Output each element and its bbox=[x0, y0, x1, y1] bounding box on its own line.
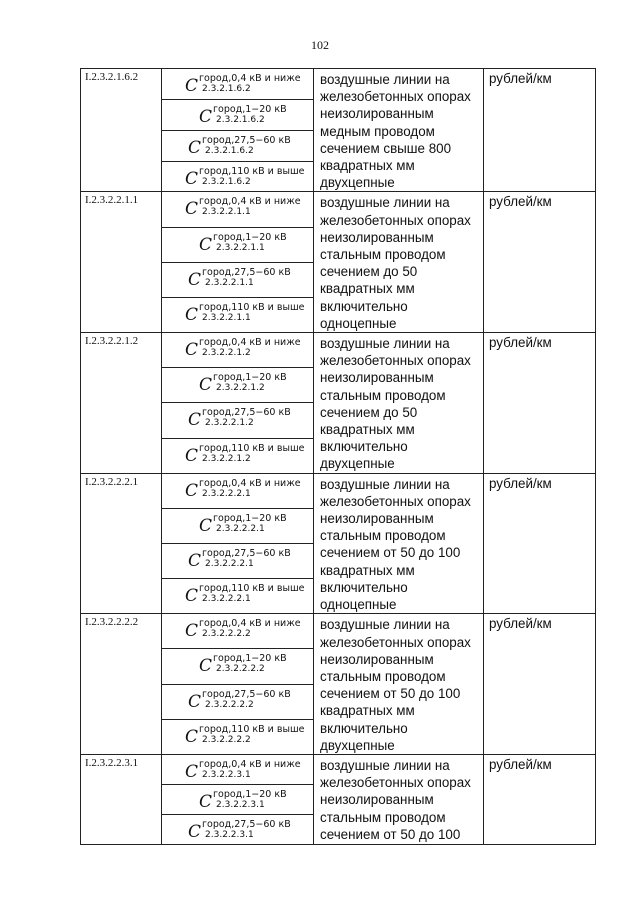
row-unit: рублей/км bbox=[484, 473, 596, 614]
rate-symbol-subscript: 2.3.2.2.3.1 bbox=[216, 799, 265, 810]
rate-symbol-base: C bbox=[199, 791, 213, 812]
rate-symbol bbox=[199, 513, 287, 536]
rate-symbol-superscript: город,0,4 кВ и ниже bbox=[199, 196, 301, 208]
rate-symbol bbox=[185, 337, 301, 360]
description-line: неизолированным bbox=[320, 229, 434, 245]
description-line: стальным проводом bbox=[320, 668, 446, 684]
rate-symbol-superscript: город,0,4 кВ и ниже bbox=[199, 758, 301, 770]
description-line: двухцепные bbox=[320, 456, 395, 472]
rate-symbol-subscript: 2.3.2.2.1.2 bbox=[202, 453, 251, 464]
rate-symbol-subscript: 2.3.2.1.6.2 bbox=[216, 114, 265, 125]
table-row bbox=[81, 192, 596, 227]
row-unit: рублей/км bbox=[484, 614, 596, 755]
tariff-table-body bbox=[81, 69, 596, 845]
rate-symbol-superscript: город,110 кВ и выше bbox=[199, 583, 305, 595]
rate-symbol bbox=[185, 478, 301, 501]
table-row bbox=[81, 333, 596, 368]
row-description bbox=[314, 69, 484, 192]
rate-symbol-cell bbox=[162, 814, 314, 844]
rate-symbol-base: C bbox=[185, 445, 199, 466]
description-line: железобетонных опорах bbox=[320, 89, 471, 105]
rate-symbol-superscript: город,1−20 кВ bbox=[213, 372, 287, 384]
description-line: квадратных мм bbox=[320, 158, 415, 174]
rate-symbol-cell bbox=[162, 333, 314, 368]
rate-symbol-superscript: город,110 кВ и выше bbox=[199, 165, 305, 177]
rate-symbol-cell bbox=[162, 614, 314, 649]
description-line: стальным проводом bbox=[320, 247, 446, 263]
rate-symbol-superscript: город,0,4 кВ и ниже bbox=[199, 73, 301, 84]
rate-symbol-superscript: город,27,5−60 кВ bbox=[202, 407, 291, 419]
rate-symbol-base: C bbox=[185, 761, 199, 782]
rate-symbol bbox=[188, 267, 291, 290]
rate-symbol-subscript: 2.3.2.2.1.2 bbox=[202, 348, 251, 359]
rate-symbol-base: C bbox=[185, 340, 199, 361]
rate-symbol-cell bbox=[162, 684, 314, 719]
row-code: I.2.3.2.2.2.2 bbox=[81, 614, 162, 755]
description-line: двухцепные bbox=[320, 175, 395, 191]
rate-symbol-base: C bbox=[188, 137, 202, 158]
rate-symbol-superscript: город,1−20 кВ bbox=[213, 512, 287, 524]
table-row bbox=[81, 69, 596, 100]
rate-symbol-cell bbox=[162, 508, 314, 543]
rate-symbol-base: C bbox=[185, 480, 199, 501]
rate-symbol-base: C bbox=[199, 515, 213, 536]
row-description bbox=[314, 192, 484, 333]
description-line: двухцепные bbox=[320, 737, 395, 753]
rate-symbol bbox=[185, 724, 305, 747]
rate-symbol-superscript: город,1−20 кВ bbox=[213, 103, 287, 115]
description-line: воздушные линии на bbox=[320, 757, 450, 773]
description-line: воздушные линии на bbox=[320, 476, 450, 492]
rate-symbol-base: C bbox=[199, 375, 213, 396]
rate-symbol bbox=[199, 653, 287, 676]
rate-symbol-subscript: 2.3.2.2.3.1 bbox=[205, 829, 254, 840]
description-line: одноцепные bbox=[320, 315, 397, 331]
rate-symbol-superscript: город,27,5−60 кВ bbox=[202, 134, 291, 146]
description-line: сечением до 50 bbox=[320, 404, 418, 420]
rate-symbol-subscript: 2.3.2.2.2.1 bbox=[202, 594, 251, 605]
description-line: стальным проводом bbox=[320, 387, 446, 403]
rate-symbol-subscript: 2.3.2.1.6.2 bbox=[202, 84, 251, 94]
rate-symbol-subscript: 2.3.2.1.6.2 bbox=[202, 176, 251, 187]
row-description bbox=[314, 333, 484, 474]
table-row bbox=[81, 754, 596, 784]
description-line: железобетонных опорах bbox=[320, 493, 471, 509]
rate-symbol-subscript: 2.3.2.2.3.1 bbox=[202, 769, 251, 780]
rate-symbol-superscript: город,27,5−60 кВ bbox=[202, 266, 291, 278]
rate-symbol bbox=[185, 302, 305, 325]
description-line: сечением от 50 до 100 bbox=[320, 545, 461, 561]
description-line: включительно bbox=[320, 720, 408, 736]
description-line: воздушные линии на bbox=[320, 336, 450, 352]
rate-symbol bbox=[188, 548, 291, 571]
row-unit: рублей/км bbox=[484, 754, 596, 844]
row-code: I.2.3.2.1.6.2 bbox=[81, 69, 162, 192]
rate-symbol-base: C bbox=[199, 106, 213, 127]
rate-symbol-cell bbox=[162, 368, 314, 403]
rate-symbol bbox=[188, 135, 291, 158]
rate-symbol bbox=[185, 73, 301, 96]
rate-symbol-base: C bbox=[188, 410, 202, 431]
rate-symbol-superscript: город,110 кВ и выше bbox=[199, 442, 305, 454]
rate-symbol-cell bbox=[162, 403, 314, 438]
rate-symbol-base: C bbox=[185, 621, 199, 642]
rate-symbol-base: C bbox=[185, 199, 199, 220]
rate-symbol-subscript: 2.3.2.2.2.1 bbox=[202, 488, 251, 499]
rate-symbol-base: C bbox=[199, 234, 213, 255]
rate-symbol bbox=[199, 789, 287, 812]
rate-symbol-base: C bbox=[199, 656, 213, 677]
page-number: 102 bbox=[311, 38, 329, 52]
description-line: неизолированным bbox=[320, 511, 434, 527]
rate-symbol-base: C bbox=[185, 726, 199, 747]
rate-symbol-cell bbox=[162, 754, 314, 784]
rate-symbol-subscript: 2.3.2.2.2.2 bbox=[205, 699, 254, 710]
rate-symbol bbox=[185, 618, 301, 641]
rate-symbol bbox=[199, 372, 287, 395]
rate-symbol-base: C bbox=[185, 76, 199, 96]
rate-symbol bbox=[185, 443, 305, 466]
rate-symbol bbox=[185, 166, 305, 189]
description-line: воздушные линии на bbox=[320, 195, 450, 211]
rate-symbol-superscript: город,0,4 кВ и ниже bbox=[199, 337, 301, 349]
rate-symbol-cell bbox=[162, 262, 314, 297]
rate-symbol-superscript: город,1−20 кВ bbox=[213, 231, 287, 243]
rate-symbol-cell bbox=[162, 784, 314, 814]
rate-symbol bbox=[188, 689, 291, 712]
rate-symbol-superscript: город,110 кВ и выше bbox=[199, 301, 305, 313]
rate-symbol-superscript: город,27,5−60 кВ bbox=[202, 547, 291, 559]
row-code: I.2.3.2.2.1.2 bbox=[81, 333, 162, 474]
rate-symbol-cell bbox=[162, 69, 314, 100]
description-line: воздушные линии на bbox=[320, 72, 450, 87]
description-line: неизолированным bbox=[320, 651, 434, 667]
row-code: I.2.3.2.2.1.1 bbox=[81, 192, 162, 333]
rate-symbol-superscript: город,27,5−60 кВ bbox=[202, 688, 291, 700]
description-line: железобетонных опорах bbox=[320, 212, 471, 228]
rate-symbol-superscript: город,1−20 кВ bbox=[213, 653, 287, 665]
description-line: квадратных мм bbox=[320, 703, 415, 719]
tariff-table bbox=[80, 68, 596, 845]
rate-symbol-base: C bbox=[188, 821, 202, 842]
description-line: включительно bbox=[320, 579, 408, 595]
rate-symbol-cell bbox=[162, 192, 314, 227]
row-unit: рублей/км bbox=[484, 192, 596, 333]
rate-symbol bbox=[199, 104, 287, 127]
rate-symbol-cell bbox=[162, 227, 314, 262]
description-line: квадратных мм bbox=[320, 281, 415, 297]
rate-symbol-superscript: город,110 кВ и выше bbox=[199, 723, 305, 735]
rate-symbol-subscript: 2.3.2.2.1.2 bbox=[205, 418, 254, 429]
rate-symbol-base: C bbox=[188, 550, 202, 571]
rate-symbol-cell bbox=[162, 438, 314, 473]
rate-symbol-subscript: 2.3.2.2.1.1 bbox=[202, 207, 251, 218]
description-line: включительно bbox=[320, 439, 408, 455]
rate-symbol-cell bbox=[162, 719, 314, 754]
description-line: неизолированным bbox=[320, 106, 434, 122]
description-line: неизолированным bbox=[320, 370, 434, 386]
description-line: включительно bbox=[320, 298, 408, 314]
rate-symbol-subscript: 2.3.2.2.2.1 bbox=[205, 558, 254, 569]
description-line: сечением до 50 bbox=[320, 264, 418, 280]
description-line: квадратных мм bbox=[320, 562, 415, 578]
description-line: одноцепные bbox=[320, 597, 397, 613]
rate-symbol-base: C bbox=[185, 586, 199, 607]
rate-symbol-superscript: город,27,5−60 кВ bbox=[202, 818, 291, 830]
rate-symbol-subscript: 2.3.2.2.1.1 bbox=[205, 277, 254, 288]
rate-symbol bbox=[185, 196, 301, 219]
description-line: неизолированным bbox=[320, 792, 434, 808]
description-line: сечением свыше 800 bbox=[320, 140, 452, 156]
rate-symbol-cell bbox=[162, 161, 314, 192]
description-line: медным проводом bbox=[320, 123, 435, 139]
rate-symbol-subscript: 2.3.2.2.1.1 bbox=[216, 242, 265, 253]
rate-symbol-subscript: 2.3.2.2.1.2 bbox=[216, 383, 265, 394]
description-line: сечением от 50 до 100 bbox=[320, 686, 461, 702]
rate-symbol-cell bbox=[162, 473, 314, 508]
description-line: стальным проводом bbox=[320, 809, 446, 825]
rate-symbol-subscript: 2.3.2.2.2.2 bbox=[202, 629, 251, 640]
rate-symbol-base: C bbox=[188, 269, 202, 290]
row-description bbox=[314, 473, 484, 614]
row-description bbox=[314, 754, 484, 844]
rate-symbol-subscript: 2.3.2.2.2.2 bbox=[202, 734, 251, 745]
table-row bbox=[81, 473, 596, 508]
rate-symbol bbox=[185, 583, 305, 606]
rate-symbol-subscript: 2.3.2.2.2.1 bbox=[216, 523, 265, 534]
rate-symbol-subscript: 2.3.2.2.2.2 bbox=[216, 664, 265, 675]
row-code: I.2.3.2.2.2.1 bbox=[81, 473, 162, 614]
rate-symbol-base: C bbox=[188, 691, 202, 712]
rate-symbol bbox=[188, 819, 291, 842]
description-line: железобетонных опорах bbox=[320, 353, 471, 369]
rate-symbol bbox=[185, 759, 301, 782]
description-line: стальным проводом bbox=[320, 528, 446, 544]
description-line: железобетонных опорах bbox=[320, 634, 471, 650]
rate-symbol-cell bbox=[162, 297, 314, 332]
rate-symbol-cell bbox=[162, 579, 314, 614]
rate-symbol-cell bbox=[162, 649, 314, 684]
rate-symbol bbox=[199, 232, 287, 255]
row-unit: рублей/км bbox=[484, 333, 596, 474]
description-line: железобетонных опорах bbox=[320, 775, 471, 791]
rate-symbol-subscript: 2.3.2.2.1.1 bbox=[202, 312, 251, 323]
rate-symbol-subscript: 2.3.2.1.6.2 bbox=[205, 145, 254, 156]
rate-symbol-superscript: город,0,4 кВ и ниже bbox=[199, 618, 301, 630]
rate-symbol-base: C bbox=[185, 168, 199, 189]
description-line: воздушные линии на bbox=[320, 617, 450, 633]
table-row bbox=[81, 614, 596, 649]
row-unit: рублей/км bbox=[484, 69, 596, 192]
row-description bbox=[314, 614, 484, 755]
description-line: сечением от 50 до 100 bbox=[320, 826, 461, 842]
description-line: квадратных мм bbox=[320, 422, 415, 438]
rate-symbol-cell bbox=[162, 130, 314, 161]
rate-symbol-cell bbox=[162, 543, 314, 578]
rate-symbol bbox=[188, 407, 291, 430]
rate-symbol-superscript: город,0,4 кВ и ниже bbox=[199, 477, 301, 489]
row-code: I.2.3.2.2.3.1 bbox=[81, 754, 162, 844]
rate-symbol-base: C bbox=[185, 304, 199, 325]
rate-symbol-superscript: город,1−20 кВ bbox=[213, 788, 287, 800]
rate-symbol-cell bbox=[162, 99, 314, 130]
